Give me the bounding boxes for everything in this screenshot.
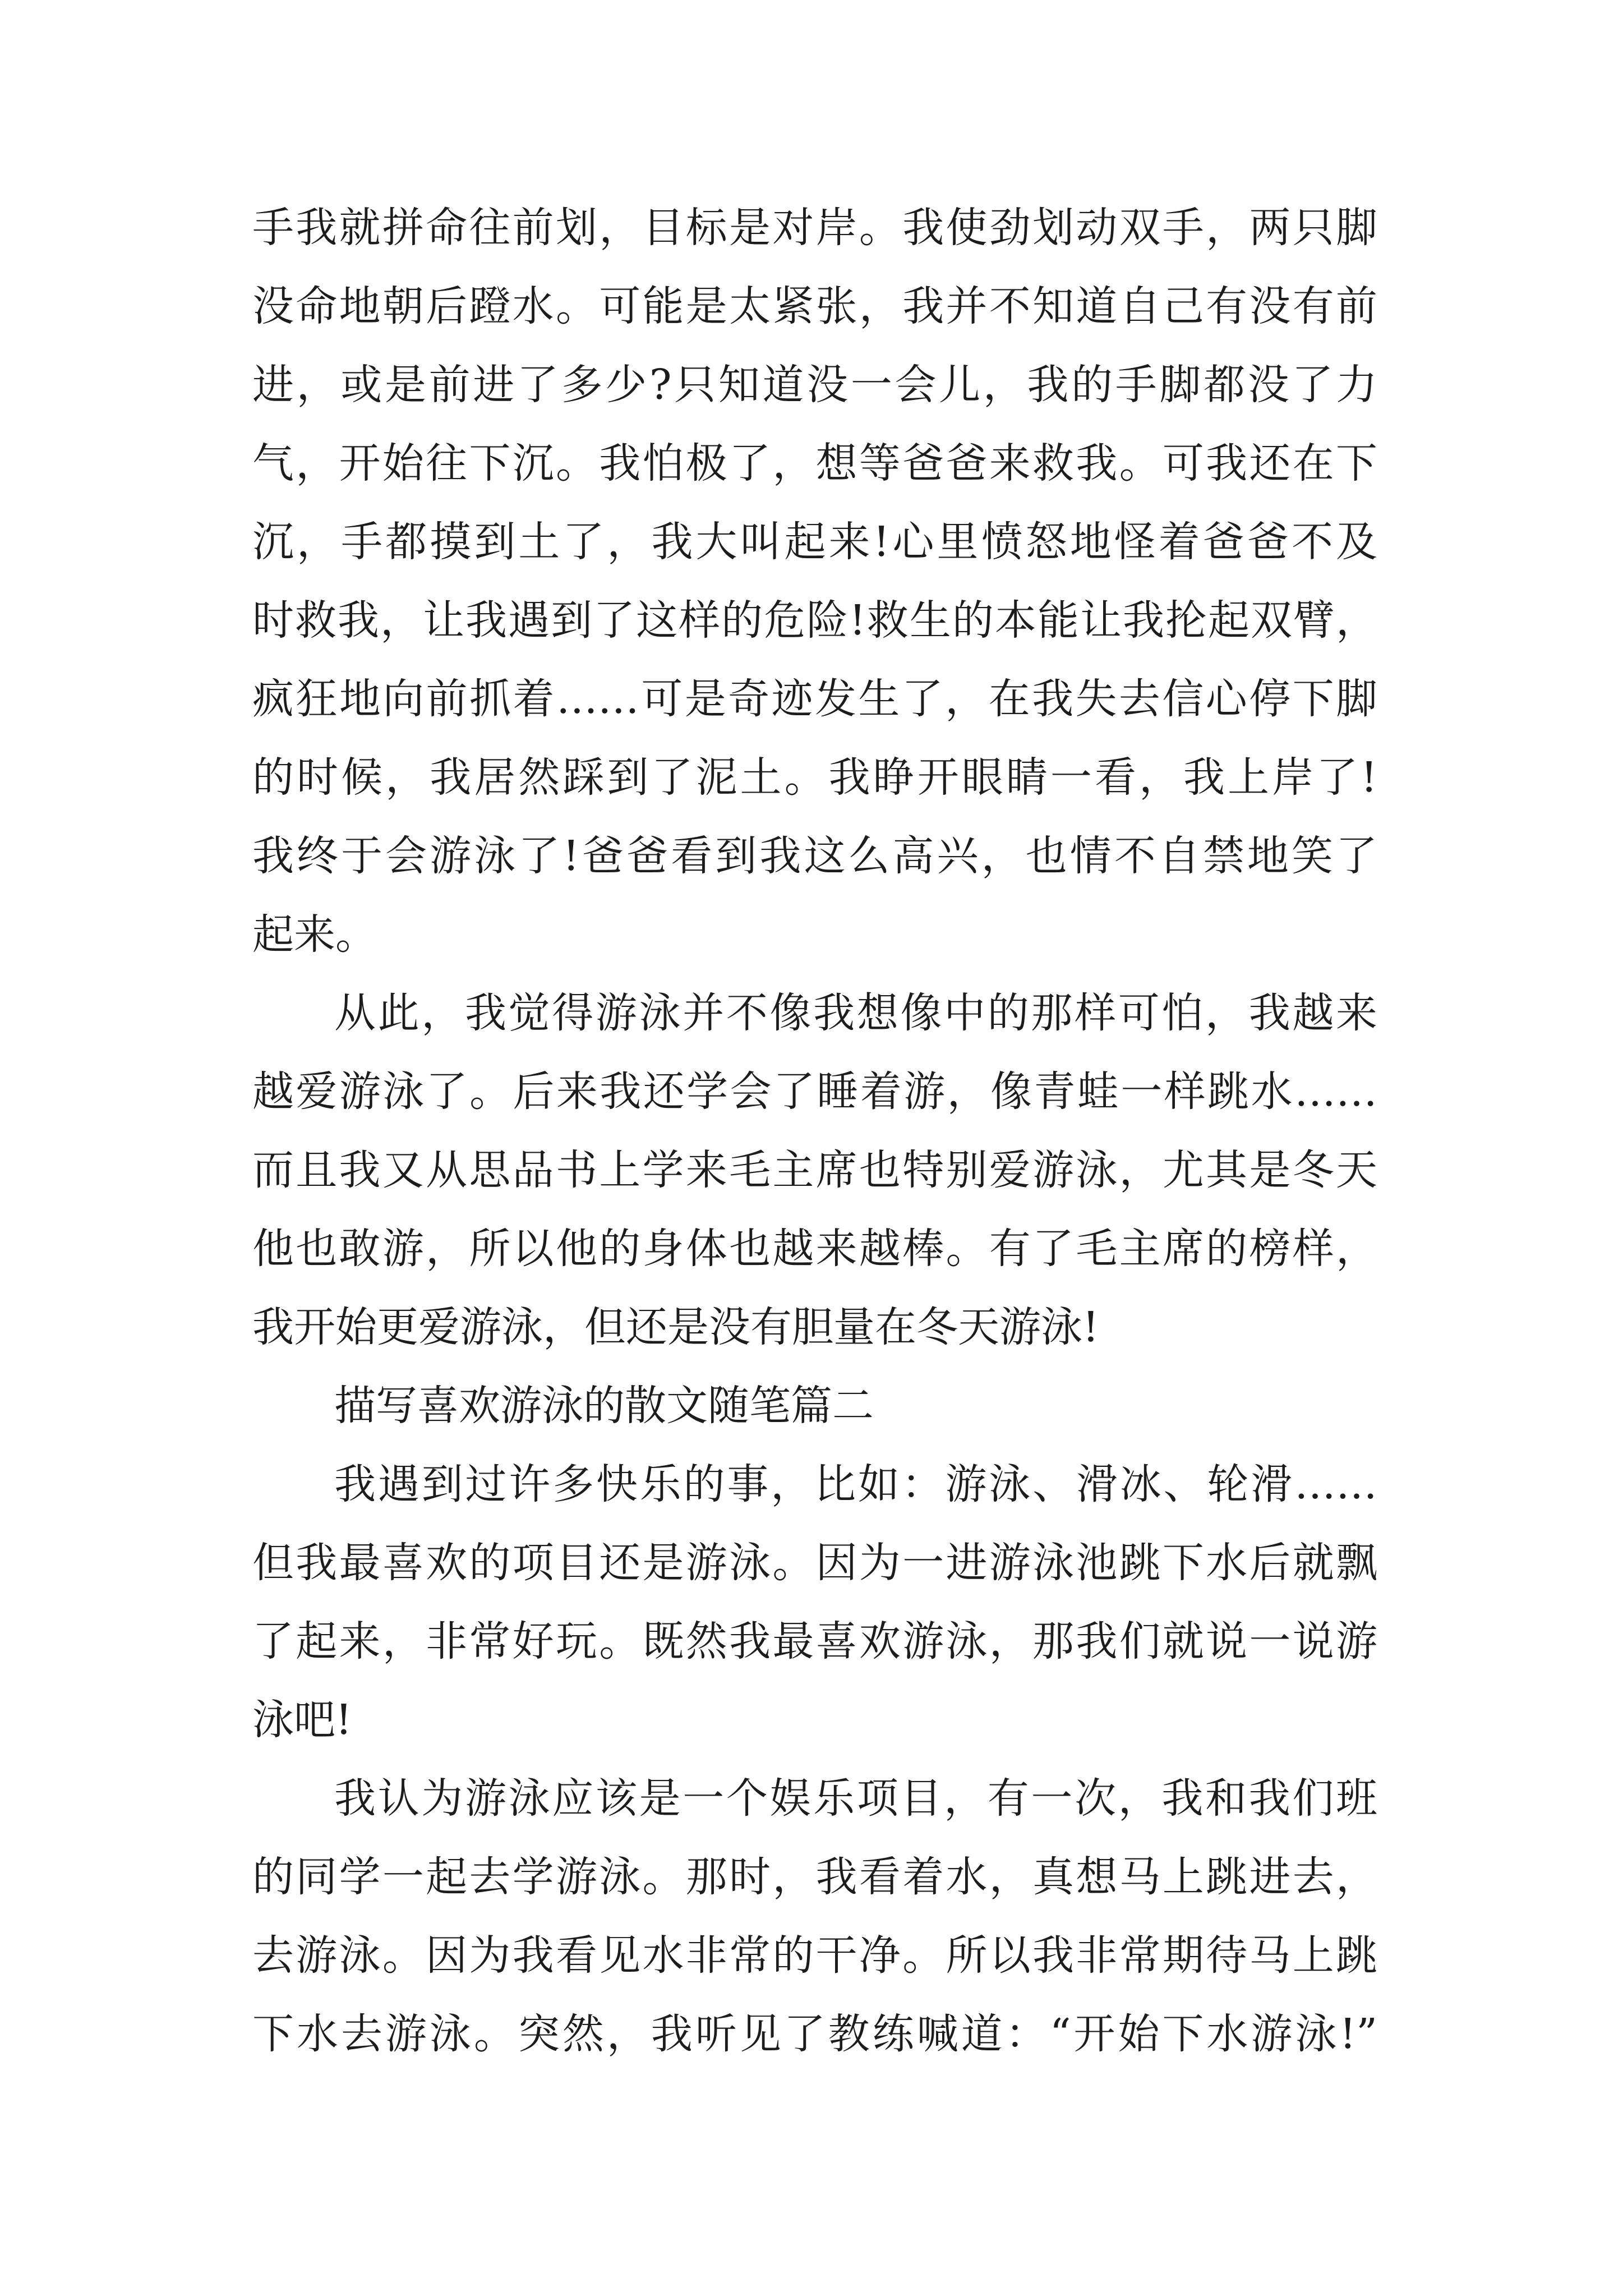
text-line: 气，开始往下沉。我怕极了，想等爸爸来救我。可我还在下 — [252, 439, 1377, 487]
text-line: 去游泳。因为我看见水非常的干净。所以我非常期待马上跳 — [252, 1931, 1377, 1980]
text-line: 的时候，我居然踩到了泥土。我睁开眼睛一看，我上岸了! — [252, 753, 1377, 802]
text-line: 沉，手都摸到土了，我大叫起来!心里愤怒地怪着爸爸不及 — [252, 518, 1377, 566]
text-line: 而且我又从思品书上学来毛主席也特别爱游泳，尤其是冬天 — [252, 1146, 1377, 1194]
text-line: 我开始更爱游泳，但还是没有胆量在冬天游泳! — [252, 1303, 1099, 1351]
text-line: 的同学一起去学游泳。那时，我看着水，真想马上跳进去， — [252, 1853, 1377, 1901]
text-line: 我终于会游泳了!爸爸看到我这么高兴，也情不自禁地笑了 — [252, 832, 1377, 880]
paragraph-start-line: 我认为游泳应该是一个娱乐项目，有一次，我和我们班 — [334, 1774, 1377, 1823]
text-line: 泳吧! — [252, 1696, 352, 1744]
text-line: 但我最喜欢的项目还是游泳。因为一进游泳池跳下水后就飘 — [252, 1539, 1377, 1587]
text-line: 没命地朝后蹬水。可能是太紧张，我并不知道自己有没有前 — [252, 282, 1377, 330]
text-line: 越爱游泳了。后来我还学会了睡着游，像青蛙一样跳水…… — [252, 1068, 1377, 1116]
text-line: 起来。 — [252, 910, 377, 959]
paragraph-start-line: 我遇到过许多快乐的事，比如：游泳、滑冰、轮滑…… — [334, 1460, 1377, 1508]
text-line: 进，或是前进了多少?只知道没一会儿，我的手脚都没了力 — [252, 361, 1377, 409]
text-line: 他也敢游，所以他的身体也越来越棒。有了毛主席的榜样， — [252, 1225, 1377, 1273]
section-heading: 描写喜欢游泳的散文随笔篇二 — [334, 1382, 874, 1430]
text-line: 手我就拼命往前划，目标是对岸。我使劲划动双手，两只脚 — [252, 204, 1377, 252]
paragraph-start-line: 从此，我觉得游泳并不像我想像中的那样可怕，我越来 — [334, 989, 1377, 1037]
text-line: 了起来，非常好玩。既然我最喜欢游泳，那我们就说一说游 — [252, 1617, 1377, 1665]
text-line: 下水去游泳。突然，我听见了教练喊道：“开始下水游泳!” — [252, 2010, 1377, 2058]
text-line: 时救我，让我遇到了这样的危险!救生的本能让我抡起双臂， — [252, 596, 1377, 645]
text-line: 疯狂地向前抓着……可是奇迹发生了，在我失去信心停下脚 — [252, 675, 1377, 723]
